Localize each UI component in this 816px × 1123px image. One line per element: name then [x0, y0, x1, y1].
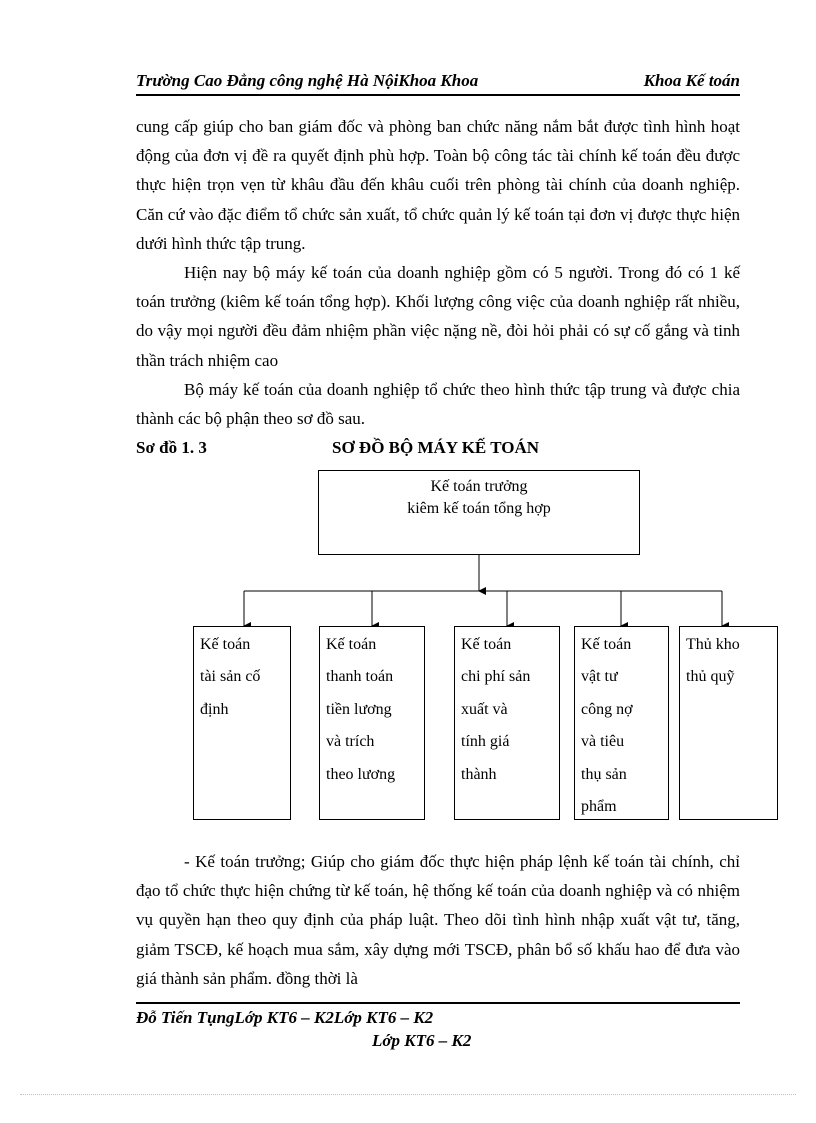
storekeeper-box	[679, 626, 778, 820]
diagram-title: SƠ ĐỒ BỘ MÁY KẾ TOÁN	[332, 438, 540, 457]
box-line: thành	[461, 765, 497, 783]
box-line: và trích	[326, 733, 375, 751]
box-line: tài sản cố	[200, 668, 261, 686]
page-footer	[136, 1002, 740, 1050]
closing-text	[136, 847, 740, 993]
materials-accountant-box	[574, 626, 669, 820]
paragraph-3: Bộ máy kế toán của doanh nghiệp tổ chức theo hình thức tập trung và được chia thành các bộ phận theo sơ đồ sau.	[136, 379, 740, 429]
header-school: Trường Cao Đẳng công nghệ Hà NộiKhoa Khoa	[136, 71, 479, 90]
box-line: phẩm	[581, 798, 617, 816]
payroll-accountant-box	[319, 626, 425, 820]
box-line: chi phí sản	[461, 668, 531, 686]
footer-author: Đỗ Tiến TụngLớp KT6 – K2Lớp KT6 – K2	[136, 1008, 434, 1027]
diagram-number: Sơ đồ 1. 3	[136, 438, 207, 457]
paragraph-2: Hiện nay bộ máy kế toán của doanh nghiệp gồm có 5 người. Trong đó có 1 kế toán trưởng (kiêm kế toán tổng hợp). Khối lượng công việc của doanh nghiệp rất nhiều, do vậy mọi người đều đảm nhiệm phần việc nặng nề, đòi hỏi phải có sự cố gắng và tinh thần trách nhiệm cao	[136, 263, 740, 370]
chief-accountant-box	[318, 470, 640, 555]
box-line: Kế toán	[200, 636, 251, 653]
box-line: thủ quỹ	[686, 668, 735, 686]
header-department: Khoa Kế toán	[643, 71, 740, 90]
box-line: thanh toán	[326, 668, 394, 686]
box-line: tính giá	[461, 733, 510, 751]
box-line: Thủ kho	[686, 636, 740, 653]
fixed-asset-accountant-box	[193, 626, 291, 820]
box-line: công nợ	[581, 700, 633, 718]
box-line: tiền lương	[326, 700, 392, 718]
cost-accountant-box	[454, 626, 560, 820]
paragraph-4: - Kế toán trưởng; Giúp cho giám đốc thực hiện pháp lệnh kế toán tài chính, chỉ đạo tổ chức thực hiện chứng từ kế toán, hệ thống kế toán của doanh nghiệp và có nhiệm vụ quyền hạn theo quy định của pháp luật. Theo dõi tình hình nhập xuất vật tư, tăng, giảm TSCĐ, kế hoạch mua sắm, xây dựng mới TSCĐ, phân bổ số khấu hao để đưa vào giá thành sản phẩm. đồng thời là	[136, 852, 740, 988]
box-line: thụ sản	[581, 765, 627, 783]
chief-accountant-title: Kế toán trưởng	[430, 478, 528, 495]
box-line: theo lương	[326, 765, 396, 783]
page-bottom-rule	[20, 1094, 796, 1095]
box-line: và tiêu	[581, 733, 625, 751]
paragraph-1: cung cấp giúp cho ban giám đốc và phòng ban chức năng nắm bắt được tình hình hoạt động của đơn vị đề ra quyết định phù hợp. Toàn bộ công tác tài chính kế toán đều được thực hiện trọn vẹn từ khâu đầu đến khâu cuối trên phòng tài chính của doanh nghiệp. Căn cứ vào đặc điểm tổ chức sản xuất, tổ chức quản lý kế toán tại đơn vị được thực hiện dưới hình thức tập trung.	[136, 117, 740, 253]
box-line: Kế toán	[581, 636, 632, 653]
box-line: định	[200, 700, 229, 718]
box-line: Kế toán	[326, 636, 377, 653]
box-line: vật tư	[581, 668, 618, 686]
box-line: Kế toán	[461, 636, 512, 653]
chief-accountant-subtitle: kiêm kế toán tổng hợp	[407, 500, 551, 517]
box-line: xuất và	[461, 700, 508, 718]
footer-class: Lớp KT6 – K2	[372, 1031, 472, 1050]
